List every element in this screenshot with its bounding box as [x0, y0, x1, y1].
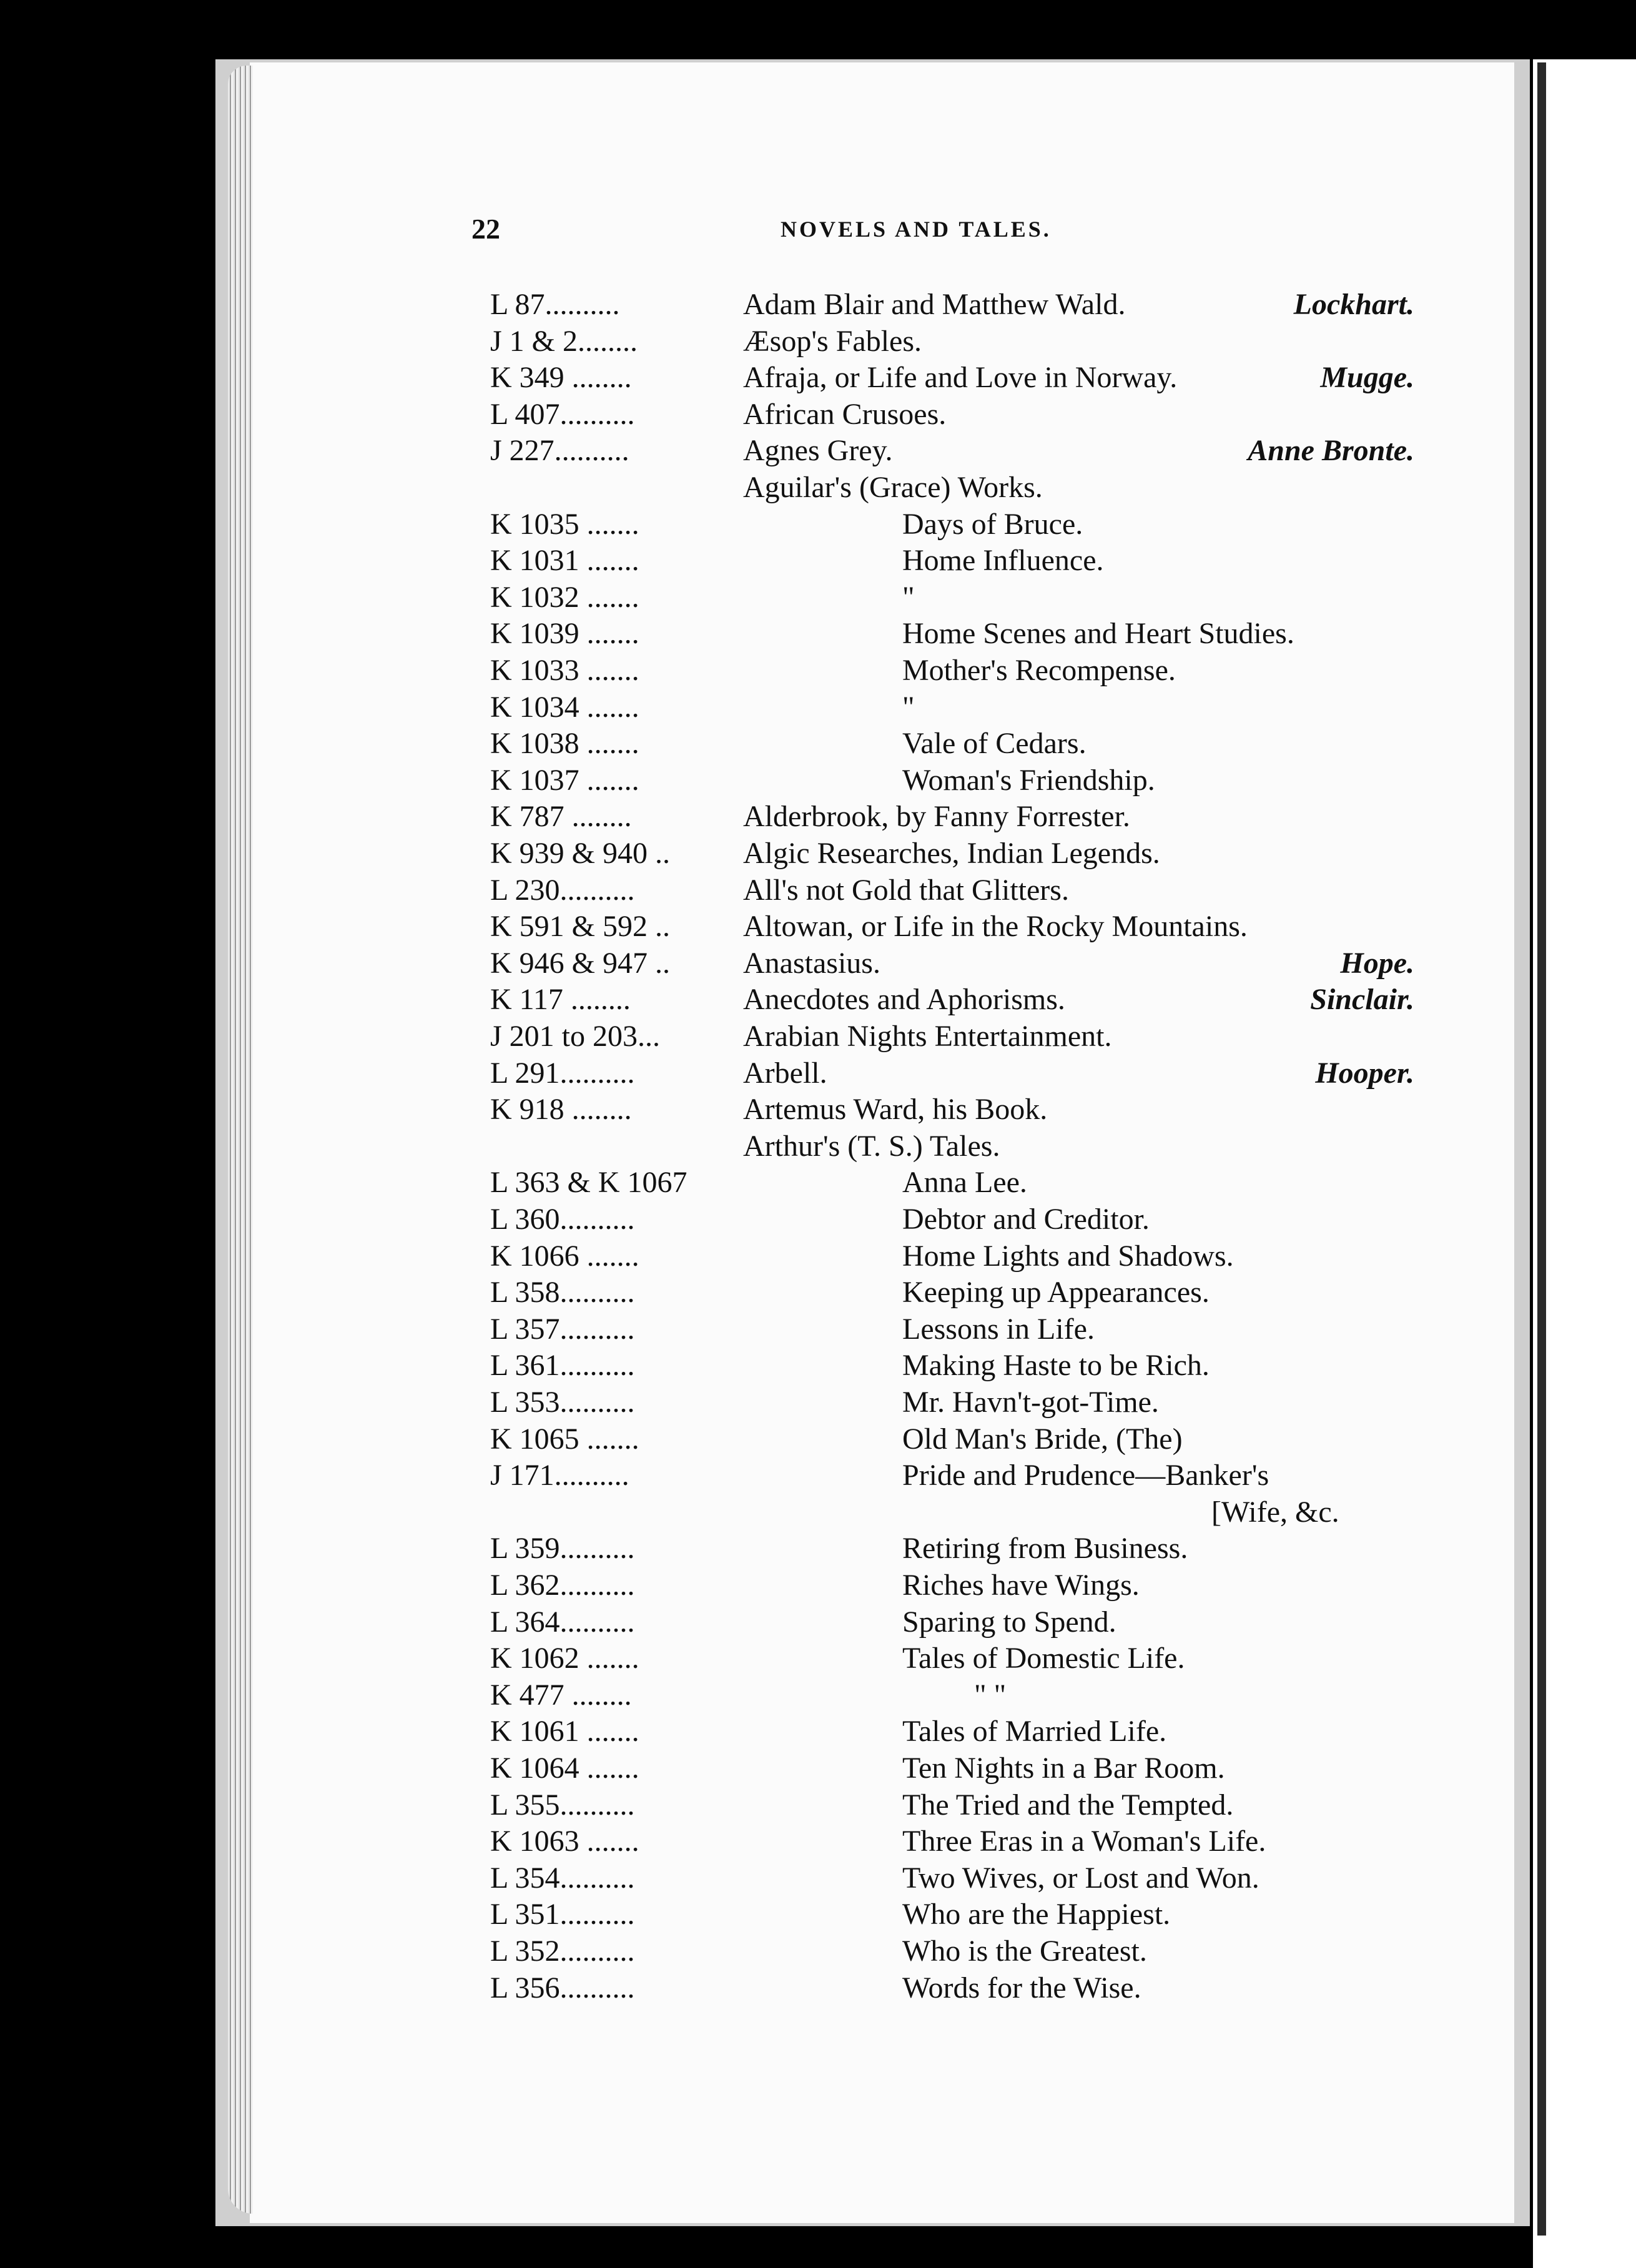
- shelf-mark: K 1038 .......: [490, 727, 639, 760]
- catalog-entry: [0, 945, 1636, 982]
- shelf-mark: K 349 ........: [490, 361, 632, 394]
- catalog-entry: [0, 1713, 1636, 1750]
- catalog-entry: [0, 908, 1636, 945]
- catalog-entry: [0, 1530, 1636, 1567]
- shelf-mark: K 1066 .......: [490, 1240, 639, 1273]
- entry-title: Woman's Friendship.: [902, 764, 1155, 797]
- shelf-mark: K 918 ........: [490, 1093, 632, 1126]
- entry-title: African Crusoes.: [743, 398, 947, 431]
- catalog-entry: [0, 542, 1636, 579]
- entry-title: Anna Lee.: [902, 1166, 1027, 1199]
- shelf-mark: K 946 & 947 ..: [490, 947, 670, 980]
- catalog-entry: [0, 1896, 1636, 1933]
- catalog-entry: [0, 1347, 1636, 1384]
- entry-title: Making Haste to be Rich.: [902, 1349, 1210, 1382]
- entry-author: Sinclair.: [1310, 983, 1414, 1016]
- catalog-entry: [0, 1091, 1636, 1128]
- catalog-entry: [0, 1201, 1636, 1238]
- catalog-entry: [0, 1677, 1636, 1714]
- catalog-entry: [0, 1384, 1636, 1421]
- catalog-entry: [0, 981, 1636, 1018]
- shelf-mark: K 591 & 592 ..: [490, 910, 670, 943]
- entry-title: Three Eras in a Woman's Life.: [902, 1825, 1266, 1858]
- entry-title: Retiring from Business.: [902, 1532, 1188, 1565]
- catalog-entry: [0, 1494, 1636, 1531]
- shelf-mark: J 171..........: [490, 1459, 629, 1492]
- entry-title: Anecdotes and Aphorisms.: [743, 983, 1065, 1016]
- entry-title: Who are the Happiest.: [902, 1898, 1171, 1931]
- entry-title: Tales of Domestic Life.: [902, 1642, 1185, 1675]
- shelf-mark: L 362..........: [490, 1569, 635, 1602]
- catalog-entry: [0, 506, 1636, 543]
- shelf-mark: K 787 ........: [490, 800, 632, 833]
- entry-title: The Tried and the Tempted.: [902, 1788, 1234, 1822]
- shelf-mark: K 1034 .......: [490, 691, 639, 724]
- shelf-mark: L 360..........: [490, 1203, 635, 1236]
- entry-title: Home Scenes and Heart Studies.: [902, 617, 1294, 650]
- catalog-entry: [0, 1933, 1636, 1970]
- catalog-entry: [0, 762, 1636, 799]
- catalog-entry: [0, 1860, 1636, 1897]
- shelf-mark: L 358..........: [490, 1276, 635, 1309]
- catalog-entry: [0, 396, 1636, 433]
- entry-title: All's not Gold that Glitters.: [743, 874, 1069, 907]
- entry-title: Tales of Married Life.: [902, 1715, 1167, 1748]
- catalog-entry: [0, 798, 1636, 836]
- entry-title: Adam Blair and Matthew Wald.: [743, 288, 1126, 321]
- shelf-mark: K 1033 .......: [490, 654, 639, 687]
- catalog-entry: [0, 1787, 1636, 1824]
- catalog-entry: [0, 1311, 1636, 1348]
- catalog-entry: [0, 579, 1636, 616]
- shelf-mark: L 357..........: [490, 1313, 635, 1346]
- shelf-mark: L 355..........: [490, 1788, 635, 1822]
- entry-title: Days of Bruce.: [902, 508, 1083, 541]
- entry-title: Anastasius.: [743, 947, 880, 980]
- shelf-mark: L 352..........: [490, 1935, 635, 1968]
- entry-title: Two Wives, or Lost and Won.: [902, 1861, 1259, 1895]
- entry-title: Who is the Greatest.: [902, 1935, 1147, 1968]
- entry-author: Hooper.: [1315, 1057, 1414, 1090]
- catalog-entry: [0, 725, 1636, 762]
- shelf-mark: J 201 to 203...: [490, 1020, 661, 1053]
- catalog-entry: [0, 1640, 1636, 1677]
- catalog-entry: [0, 1128, 1636, 1165]
- catalog-entry: [0, 432, 1636, 470]
- shelf-mark: L 407..........: [490, 398, 635, 431]
- entry-title: Home Influence.: [902, 544, 1104, 577]
- catalog-entry: [0, 1274, 1636, 1311]
- entry-title: Sparing to Spend.: [902, 1605, 1116, 1639]
- shelf-mark: K 1037 .......: [490, 764, 639, 797]
- entry-title: Old Man's Bride, (The): [902, 1422, 1183, 1456]
- entry-author: Mugge.: [1320, 361, 1414, 394]
- entry-title: Alderbrook, by Fanny Forrester.: [743, 800, 1130, 833]
- entry-title: Mother's Recompense.: [902, 654, 1176, 687]
- page-number: 22: [471, 213, 500, 245]
- shelf-mark: K 1065 .......: [490, 1422, 639, 1456]
- shelf-mark: L 87..........: [490, 288, 620, 321]
- entry-title: ": [902, 581, 915, 614]
- catalog-entry: [0, 1164, 1636, 1201]
- entry-title: Arabian Nights Entertainment.: [743, 1020, 1112, 1053]
- entry-title: Afraja, or Life and Love in Norway.: [743, 361, 1178, 394]
- catalog-entry: [0, 1018, 1636, 1055]
- catalog-entry: [0, 286, 1636, 323]
- shelf-mark: K 1035 .......: [490, 508, 639, 541]
- entry-author: Hope.: [1340, 947, 1414, 980]
- entry-title: Arbell.: [743, 1057, 827, 1090]
- entry-title: ": [902, 691, 915, 724]
- entry-title: Aguilar's (Grace) Works.: [743, 471, 1043, 504]
- catalog-entry: [0, 652, 1636, 689]
- catalog-entry: [0, 1823, 1636, 1860]
- shelf-mark: K 1032 .......: [490, 581, 639, 614]
- catalog-entry: [0, 872, 1636, 909]
- entry-title: Mr. Havn't-got-Time.: [902, 1386, 1159, 1419]
- catalog-entry: [0, 1457, 1636, 1494]
- entry-title: Words for the Wise.: [902, 1971, 1141, 2004]
- catalog-entry: [0, 1421, 1636, 1458]
- entry-title: Vale of Cedars.: [902, 727, 1087, 760]
- shelf-mark: L 353..........: [490, 1386, 635, 1419]
- shelf-mark: K 1063 .......: [490, 1825, 639, 1858]
- entry-title: Ten Nights in a Bar Room.: [902, 1752, 1225, 1785]
- entry-title: Altowan, or Life in the Rocky Mountains.: [743, 910, 1248, 943]
- shelf-mark: L 361..........: [490, 1349, 635, 1382]
- entry-title: " ": [974, 1679, 1007, 1712]
- catalog-entry: [0, 1567, 1636, 1604]
- shelf-mark: L 359..........: [490, 1532, 635, 1565]
- shelf-mark: L 364..........: [490, 1605, 635, 1639]
- shelf-mark: J 1 & 2........: [490, 325, 638, 358]
- catalog-entry: [0, 323, 1636, 360]
- shelf-mark: J 227..........: [490, 434, 629, 467]
- catalog-entry: [0, 1604, 1636, 1641]
- entry-title: Algic Researches, Indian Legends.: [743, 837, 1160, 870]
- entry-title: Riches have Wings.: [902, 1569, 1140, 1602]
- entry-title: [Wife, &c.: [1211, 1496, 1339, 1529]
- shelf-mark: L 356..........: [490, 1971, 635, 2004]
- shelf-mark: L 363 & K 1067: [490, 1166, 687, 1199]
- shelf-mark: K 1062 .......: [490, 1642, 639, 1675]
- entry-title: Keeping up Appearances.: [902, 1276, 1210, 1309]
- entry-title: Lessons in Life.: [902, 1313, 1095, 1346]
- shelf-mark: L 354..........: [490, 1861, 635, 1895]
- catalog-entry: [0, 469, 1636, 506]
- entry-title: Æsop's Fables.: [743, 325, 922, 358]
- catalog-entry: [0, 1970, 1636, 2007]
- entry-title: Agnes Grey.: [743, 434, 893, 467]
- entry-author: Anne Bronte.: [1248, 434, 1414, 467]
- entry-title: Home Lights and Shadows.: [902, 1240, 1234, 1273]
- catalog-entry: [0, 1055, 1636, 1092]
- entry-title: Debtor and Creditor.: [902, 1203, 1150, 1236]
- shelf-mark: L 230..........: [490, 874, 635, 907]
- entry-title: Artemus Ward, his Book.: [743, 1093, 1048, 1126]
- running-head: NOVELS AND TALES.: [781, 217, 1052, 242]
- shelf-mark: K 1039 .......: [490, 617, 639, 650]
- shelf-mark: K 939 & 940 ..: [490, 837, 670, 870]
- entry-title: Pride and Prudence—Banker's: [902, 1459, 1269, 1492]
- shelf-mark: K 1061 .......: [490, 1715, 639, 1748]
- shelf-mark: L 291..........: [490, 1057, 635, 1090]
- catalog-entry: [0, 359, 1636, 397]
- shelf-mark: K 1031 .......: [490, 544, 639, 577]
- catalog-entry: [0, 1750, 1636, 1787]
- shelf-mark: L 351..........: [490, 1898, 635, 1931]
- catalog-entry: [0, 615, 1636, 653]
- shelf-mark: K 1064 .......: [490, 1752, 639, 1785]
- catalog-entry: [0, 689, 1636, 726]
- entry-author: Lockhart.: [1293, 288, 1414, 321]
- shelf-mark: K 117 ........: [490, 983, 631, 1016]
- shelf-mark: K 477 ........: [490, 1679, 632, 1712]
- catalog-entry: [0, 835, 1636, 872]
- entry-title: Arthur's (T. S.) Tales.: [743, 1130, 1000, 1163]
- catalog-entry: [0, 1238, 1636, 1275]
